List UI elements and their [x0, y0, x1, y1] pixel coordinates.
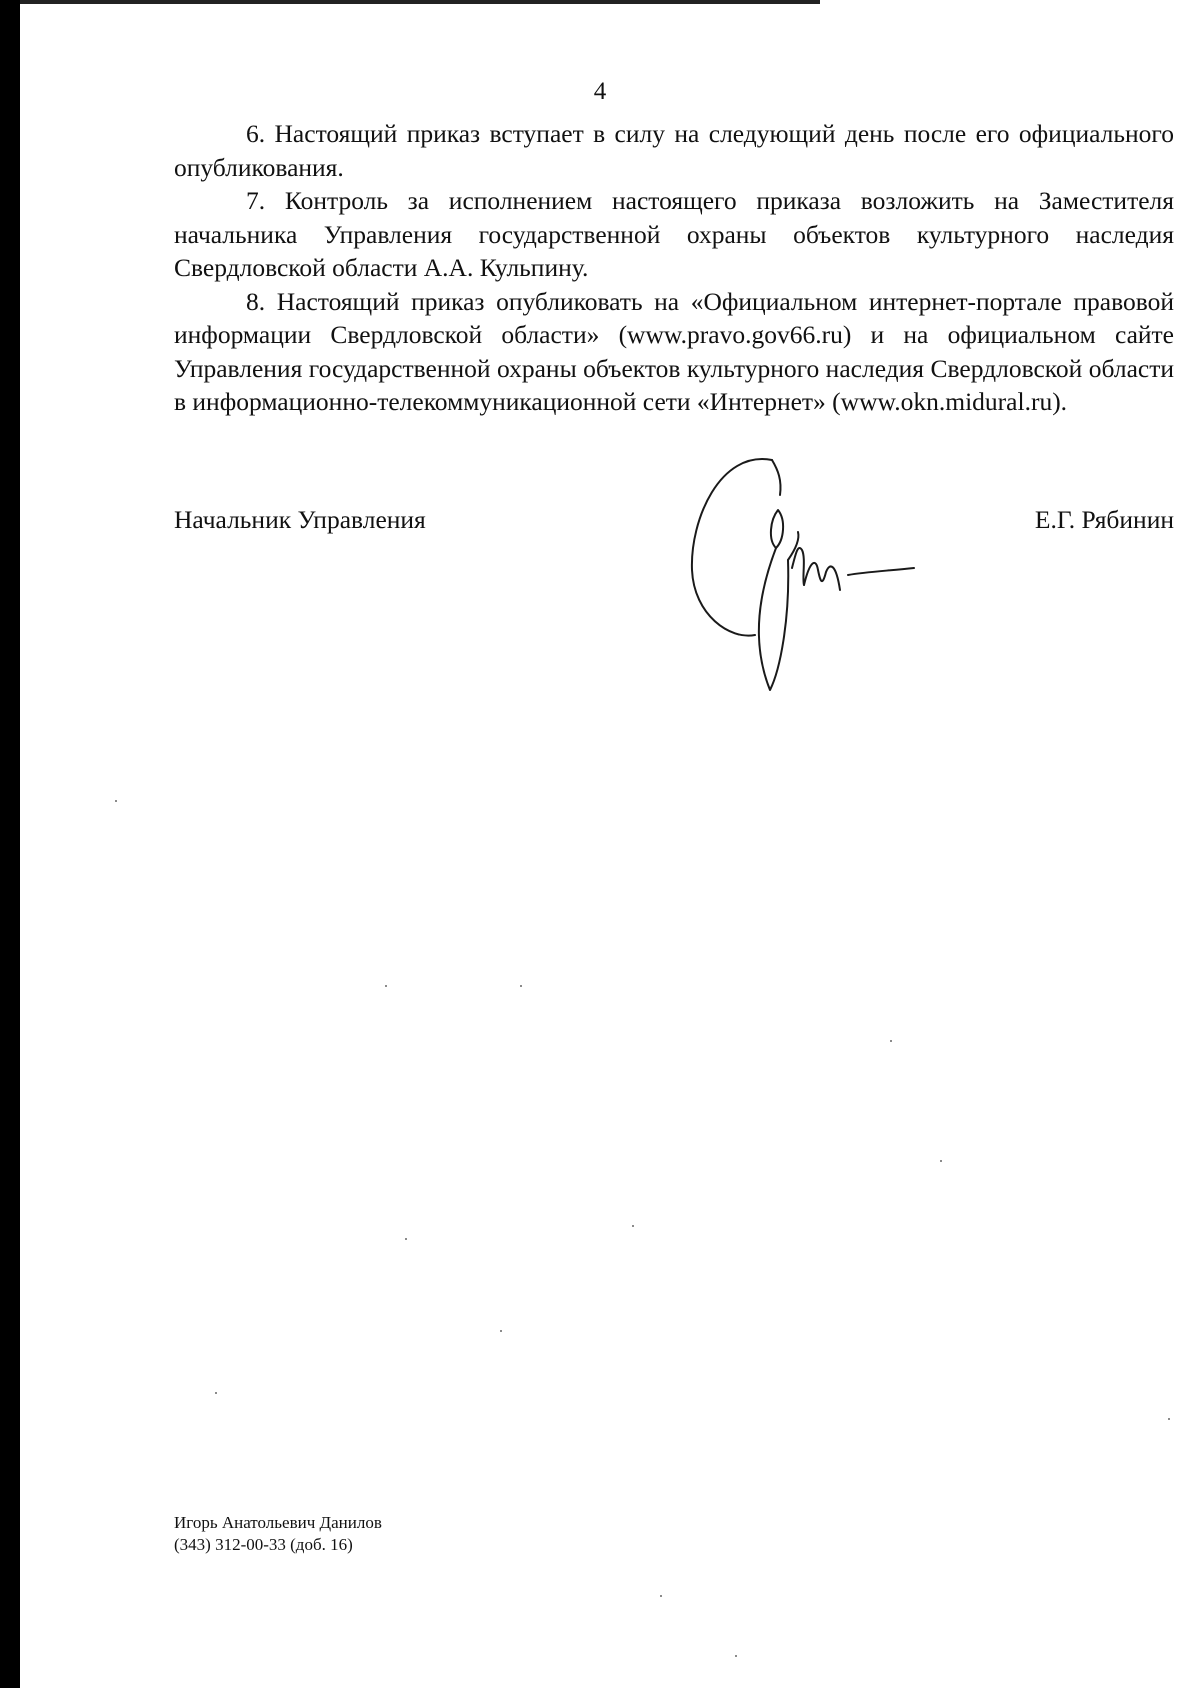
- handwritten-signature: [680, 440, 950, 700]
- scan-speck: [500, 1330, 502, 1332]
- document-body: [174, 117, 1174, 419]
- scan-speck: [940, 1160, 942, 1162]
- signatory-name: Е.Г. Рябинин: [1034, 505, 1174, 534]
- scan-speck: [520, 985, 522, 987]
- scan-speck: [1168, 1418, 1170, 1420]
- scan-speck: [632, 1225, 634, 1227]
- paragraph-6: 6. Настоящий приказ вступает в силу на следующий день после его официального опубликования.: [174, 119, 1174, 182]
- page-number: 4: [593, 78, 607, 105]
- scan-speck: [215, 1392, 217, 1394]
- contact-name: Игорь Анатольевич Данилов: [174, 1513, 382, 1532]
- scan-left-border: [0, 0, 20, 1688]
- scan-top-border: [20, 0, 820, 4]
- contact-block: [174, 1512, 382, 1556]
- paragraph-8: 8. Настоящий приказ опубликовать на «Официальном интернет-портале правовой информации Свердловской области» (www.pravo.gov66.ru) и на официальном сайте Управления государственной охраны объектов культурного наследия Свердловской области в информационно-телекоммуникационной сети «Интернет» (www.okn.midural.ru).: [174, 286, 1174, 416]
- scan-speck: [405, 1238, 407, 1240]
- scan-speck: [735, 1655, 737, 1657]
- scan-speck: [660, 1595, 662, 1597]
- scan-speck: [890, 1040, 892, 1042]
- paragraph-7: 7. Контроль за исполнением настоящего приказа возложить на Заместителя начальника Управления государственной охраны объектов культурного наследия Свердловской области А.А. Кульпину.: [174, 186, 1174, 282]
- scan-speck: [115, 800, 117, 802]
- contact-phone: (343) 312-00-33 (доб. 16): [174, 1535, 353, 1554]
- scan-speck: [385, 985, 387, 987]
- signatory-title: Начальник Управления: [174, 505, 426, 534]
